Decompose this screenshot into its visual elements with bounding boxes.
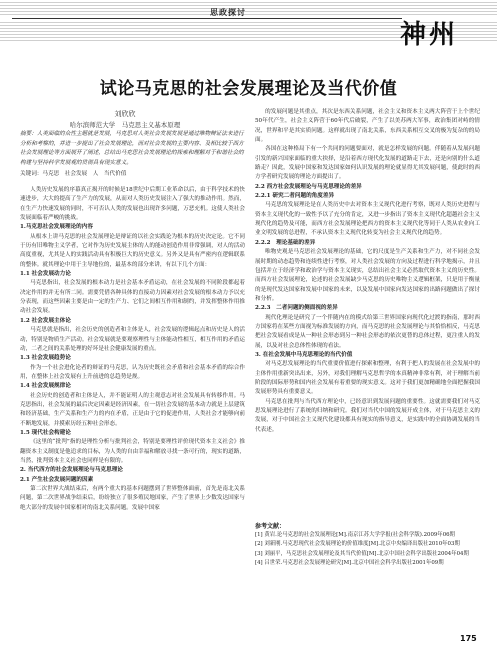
section-heading: 2.2.1 研究二者问题的角度差异 xyxy=(255,193,335,200)
body-paragraph: 现代化理论是研究了一个伴随内在的模式给第三世界国家向现代化过渡的指南，那时西方国家将在某些方面视为标准发展的方向，而马克思的社会发展理论与其恰恰相反，马克思把社会发展看成是从一种社会形态到另一种社会形态的依次更替的总体过程，更注重人的发展，以及对社会总体性体现的看法。 xyxy=(255,314,480,349)
section-heading: 1.1 社会发展动力论 xyxy=(20,271,71,278)
references xyxy=(255,522,480,568)
section-heading: 1.马克思社会发展理论的内容 xyxy=(20,224,93,231)
article-author: 刘欣欣 xyxy=(114,110,136,118)
body-paragraph: 社会历史的创造者和主体是人，并不能证明人的主观意志对社会发展具有转移作用。马克思指出，社会发展的最后决定因素是经济因素，在一切社会发展的基本动力就是上层建筑和经济基础，生产关系和生产力的内在矛盾，正是由于它的促进作用，人类社会才能够向前不断地发展，并摸索历经五种社会形态。 xyxy=(20,392,245,427)
reference-item: [4] 吕世荣.马克思社会发展理论研究[M].北京中国社会科学出版社2001年09期 xyxy=(255,559,444,566)
section-heading: 1.3 社会发展趋势论 xyxy=(20,355,71,362)
body-paragraph: 人类历史发展的序幕真正揭开的时候是18世纪中后期工业革命以后，由于科学技术的快速进步，大大的提高了生产力的发展，从而对人类历史发展注入了强大的推动作用。然而，在生产力快速发展的同时，不可否认人类的发展也出现许多问题，万恶充机。这使人类社会发展面临着严峻的挑战。 xyxy=(20,187,245,222)
section-heading: 2.2.3 二者问题的侧面视的差异 xyxy=(255,305,338,312)
section-heading: 2.2 西方社会发展理论与马克思理论的差异 xyxy=(255,183,362,190)
body-paragraph: 马克思指出，社会发展的根本动力是社会基本矛盾运动，在社会发展的不同阶段都起着决定作用的并无有所二同。需要凭借各种具体的直接动力因素对社会发展的根本动力予以充分表现，而这些因素主要是由一定的生产力、它们之间相互作用和制约，并发挥整体作用推动社会发展。 xyxy=(20,280,245,315)
section-heading: 2.2.2 理论基础的差异 xyxy=(255,239,316,246)
right-column xyxy=(255,108,480,435)
body-paragraph: 第二次世界大战结束后，有两个重大的基本问题摆到了世界整体面前，首先是南北关系问题，第二次世界战争结束后，纷纷独立了很多殖民地国家，产生了世界上少数发达国家与绝大部分的发展中国家相对的南北关系问题。发展中国家 xyxy=(20,486,245,511)
body-paragraph: 对马克思发展理论的当代重要价值进行探索和整理，有利于把人的发展在社会发展中的主体作用重新突出出来，另外，对我们理解马克思哲学的本真精神非常有利，对于理解当前阶段的国际形势和国内社会发展有着重要的现实意义。这对于我们更加精确地全面把握我国发展形势具有重要意义。 xyxy=(255,361,480,396)
body-paragraph: 《这里的“批判”指的是理性分析与批判社会，特别是要理性评价现代资本主义社会》推翻资本主义制度是他追求的目标，为人类的自由幸福和解放寻找一条可行的，现实的道路，当然，批判资本主义社会也同样是有限的。 xyxy=(20,439,245,464)
section-heading: 1.5 现代社会构建论 xyxy=(20,429,71,436)
header-rule xyxy=(12,18,402,19)
section-heading: 1.4 社会发展规律论 xyxy=(20,383,71,390)
section-heading: 2.1 产生社会发展问题的因素 xyxy=(20,476,94,483)
left-column xyxy=(20,186,245,513)
reference-item: [2] 刘新刚.马克思现代社会发展理论的价值维度[M].北京中央编译出版社2010年03期 xyxy=(255,541,460,548)
body-paragraph: 作为一个社会进化论者的辩证的马克思，认为历史既社会矛盾和社会基本矛盾的综合作用，在整体上社会发展有上升前进的总趋势是规。 xyxy=(20,364,245,380)
body-paragraph: 马克思在批判与当代西方理论中，已经意识到发展问题的重要性。这就需要我们对马克思发展理论进行了系统的归纳和研究。我们对当代中国的发展开成主体，对于马克思主义的发展，对于中国社会主义现代化建设都具有现实的指导意义，是实践中的全面协调发展的当代表述。 xyxy=(255,398,480,433)
section-heading: 2. 当代西方的社会发展理论与马克思理论 xyxy=(20,467,123,474)
section-heading: 3. 在社会发展中马克思理论的当代价值 xyxy=(255,351,353,358)
body-paragraph: 各国在这种格局下有一个共同的问题要面对，就是怎样发展的问题。伴随着从发展问题引发的新兴国家面临的重大抉择，是沿着西方现代化发展的道路走下去，还是向别的什么道路走？因此，发展中国家和发达国家如何认识发展的理论就显得尤其发展问题，使此时的西方学者研究发展的理论方面提出了。 xyxy=(255,146,480,181)
body-paragraph: 唯物史观是马克思社会发展理论的基础，它的尺度是生产关系和生产力，对不同社会发展时期的动态趋势和连续性进行考察，对人类社会发展的方向及过程进行科学地揭示，并且包括并立于经济学和政治学与资本主义现实，总结出社会主义必然取代资本主义的历史性。而西方社会发展理论，论述的社会发展缺少马克思的历史唯物主义逻辑框架，只是用于衡量的是现代发达国家和发展中国家的未来，以及发展中国家向发达国家的出路问题做出了探讨和分析。 xyxy=(255,249,480,302)
reference-item: [3] 刘丽平，马克思社会发展理论及其当代价值[M].北京中国社会科学出版社2004年04期 xyxy=(255,550,469,557)
journal-logo: 神 州 xyxy=(400,20,453,50)
reference-item: [1] 黄岩.论马克思的社会发展理论[M].南京江苏大学学报(社会科学版).2009年06期 xyxy=(255,532,455,539)
section-heading: 1.2 社会发展主体论 xyxy=(20,317,71,324)
article-abstract: 摘要：人类面临的众性主题就是发展，马克思对人类社会发展发展是通过唯物辩证法来进行分析和考察的，并进一步提出了社会发展理论，而对社会发展的主要内容、及相比较于西方社会发展理论等方面展开了阐述，总结出马克思社会发展理论的探索和理解对于和谐社会的构建与坚持科学发展观的贯彻具有现实意义。 xyxy=(20,131,244,166)
article-title: 试论马克思的社会发展理论及当代价值 xyxy=(99,79,398,99)
body-paragraph: 马克思的发展理论是在人类历史中去对资本主义现代化进行考察，既对人类历史进程与资本主义现代化的一致性予以了充分的肯定，又进一步指出了资本主义现代化超越社会主义现代化的趋势及可能，而西方社会发展理论把西方的资本主义现代化等同于人类从农业向工业文明发展的总进程，不承认资本主义现代化转变为社会主义现代化的趋势。 xyxy=(255,202,480,237)
body-paragraph: 从根本上讲马克思的社会发展理论是辩证的以社会实践论为根本的历史决定论。它不同于历有旧唯物主义学者，它对作为历史发展主体的人的能动创造作用非常强调，对人的活动高度重视，尤其是人的实践活动具有积极巨大的历史意义。另外又是具有严密内在逻辑联系的整体。就其理论中用于主导地位的，最基本的部分来讲，有以下几个方面： xyxy=(20,233,245,268)
body-paragraph: 的发展问题是其重点，其次是东西关系问题，社会主义和资本主义两大阵营于上个世纪50年代产生，社会主义阵营于60年代后破裂，产生了以美苏两大军事，政治集团对峙的情况，世界和平是其实质问题。这样就出现了南北关系，东西关系相互交叉的极为复杂的的局面。 xyxy=(255,109,480,144)
page-number: 175 xyxy=(460,634,477,643)
article-keywords: 关键词：马克思 社会发展 人 当代价值 xyxy=(20,171,127,177)
section-tag: 思政探讨 xyxy=(210,8,246,17)
references-heading: 参考文献： xyxy=(255,523,286,530)
article-affiliation: 哈尔滨师范大学 马克思主义基本原理 xyxy=(69,121,181,129)
body-paragraph: 马克思就是指出，社会历史的创造者和主体是人，社会发展的逻辑起点和历史是人的活动，特别是物质生产活动。社会发展就是要观察理性与主体能动性相互，相互作用的矛盾运动，二者之间的关系处理的好坏是社会健康发展的重点。 xyxy=(20,327,245,352)
